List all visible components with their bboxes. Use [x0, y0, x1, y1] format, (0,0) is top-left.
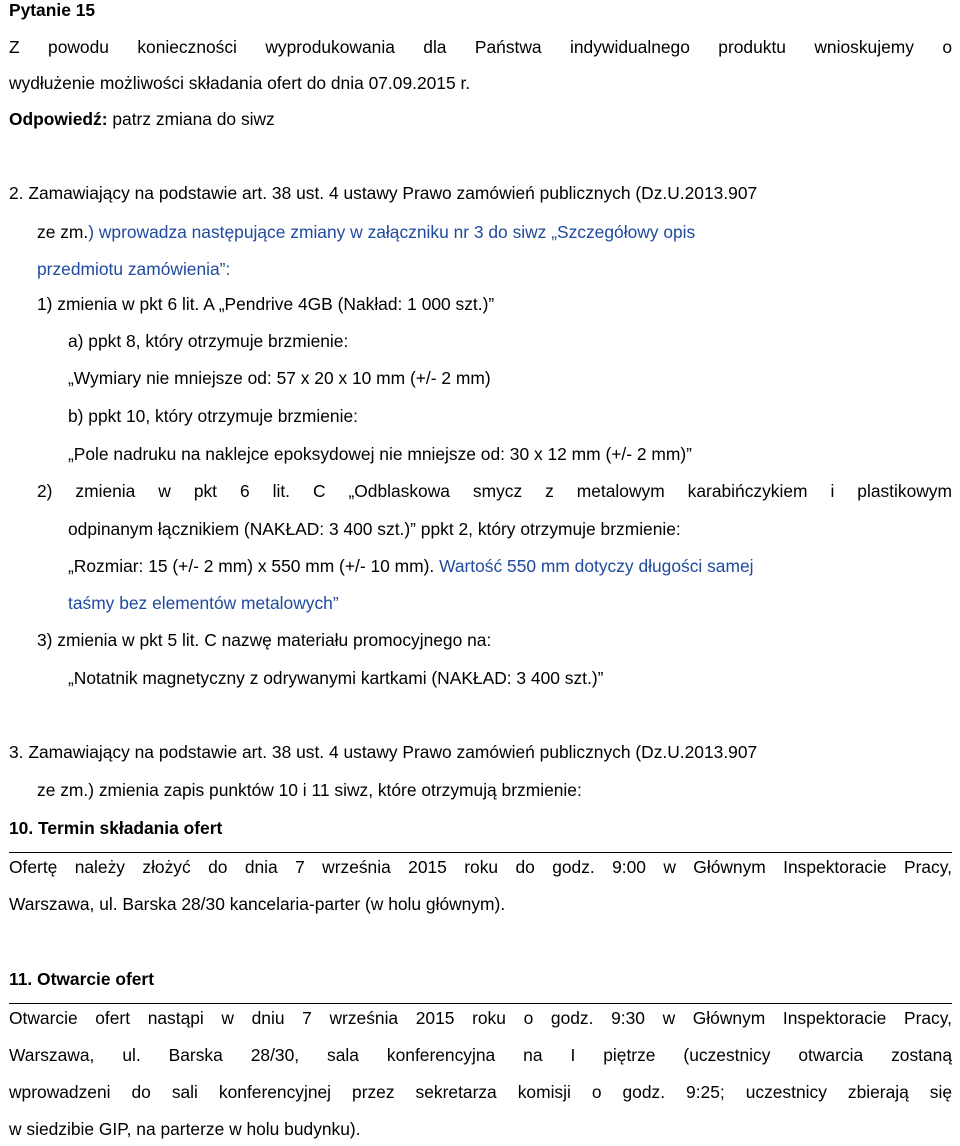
section-10-heading: 10. Termin składania ofert	[9, 818, 223, 838]
section-10-line-2: Warszawa, ul. Barska 28/30 kancelaria-parter (w holu głównym).	[9, 894, 506, 914]
change-2-line-3	[68, 554, 754, 578]
section-10-line-1: Ofertę należy złożyć do dnia 7 września 2015 roku do godz. 9:00 w Głównym Inspektoracie Pracy,	[9, 857, 952, 877]
change-1-b-text: „Pole nadruku na naklejce epoksydowej nie mniejsze od: 30 x 12 mm (+/- 2 mm)”	[68, 444, 692, 464]
section-11-line-4: w siedzibie GIP, na parterze w holu budynku).	[9, 1119, 361, 1139]
section-11-line-2: Warszawa, ul. Barska 28/30, sala konferencyjna na I piętrze (uczestnicy otwarcia zostaną	[9, 1045, 952, 1065]
change-2-line-1: 2) zmienia w pkt 6 lit. C „Odblaskowa smycz z metalowym karabińczykiem i plastikowym	[37, 481, 952, 501]
section-11-heading: 11. Otwarcie ofert	[9, 969, 154, 989]
change-1-heading: 1) zmienia w pkt 6 lit. A „Pendrive 4GB (Nakład: 1 000 szt.)”	[37, 294, 495, 314]
change-1-a-heading: a) ppkt 8, który otrzymuje brzmienie:	[68, 331, 349, 351]
item-2-intro-line-3: przedmiotu zamówienia”:	[37, 259, 231, 279]
item-3-line-1: 3. Zamawiający na podstawie art. 38 ust. 4 ustawy Prawo zamówień publicznych (Dz.U.2013.907	[9, 742, 758, 762]
section-10-divider	[9, 852, 952, 853]
change-2-line-2: odpinanym łącznikiem (NAKŁAD: 3 400 szt.)” ppkt 2, który otrzymuje brzmienie:	[68, 519, 681, 539]
change-3-heading: 3) zmienia w pkt 5 lit. C nazwę materiału promocyjnego na:	[37, 630, 492, 650]
question-line-1: Z powodu konieczności wyprodukowania dla Państwa indywidualnego produktu wnioskujemy o	[9, 37, 952, 57]
section-11-line-1: Otwarcie ofert nastąpi w dniu 7 września 2015 roku o godz. 9:30 w Głównym Inspektoracie Pracy,	[9, 1008, 952, 1028]
change-1-a-text: „Wymiary nie mniejsze od: 57 x 20 x 10 mm (+/- 2 mm)	[68, 368, 491, 388]
section-11-divider	[9, 1003, 952, 1004]
item-2-intro-line-2	[37, 220, 695, 244]
answer-label: Odpowiedź:	[9, 109, 108, 129]
change-2-size: „Rozmiar: 15 (+/- 2 mm) x 550 mm (+/- 10 mm).	[68, 556, 435, 576]
section-11-line-3: wprowadzeni do sali konferencyjnej przez sekretarza komisji o godz. 9:25; uczestnicy zbierają się	[9, 1082, 952, 1102]
answer-text: patrz zmiana do siwz	[107, 109, 275, 129]
change-1-b-heading: b) ppkt 10, który otrzymuje brzmienie:	[68, 406, 358, 426]
item-3-line-2: ze zm.) zmienia zapis punktów 10 i 11 siwz, które otrzymują brzmienie:	[37, 780, 582, 800]
change-2-line-4: taśmy bez elementów metalowych”	[68, 593, 339, 613]
question-line-2: wydłużenie możliwości składania ofert do dnia 07.09.2015 r.	[9, 73, 471, 93]
answer	[9, 107, 275, 131]
page-title: Pytanie 15	[9, 0, 96, 20]
item-2-ze-zm: ze zm.	[37, 222, 89, 242]
change-3-text: „Notatnik magnetyczny z odrywanymi kartkami (NAKŁAD: 3 400 szt.)”	[68, 668, 604, 688]
item-2-intro-line-1: 2. Zamawiający na podstawie art. 38 ust. 4 ustawy Prawo zamówień publicznych (Dz.U.2013.907	[9, 183, 758, 203]
change-2-note: Wartość 550 mm dotyczy długości samej	[434, 556, 754, 576]
item-2-intro-text: ) wprowadza następujące zmiany w załączniku nr 3 do siwz „Szczegółowy opis	[88, 222, 696, 242]
